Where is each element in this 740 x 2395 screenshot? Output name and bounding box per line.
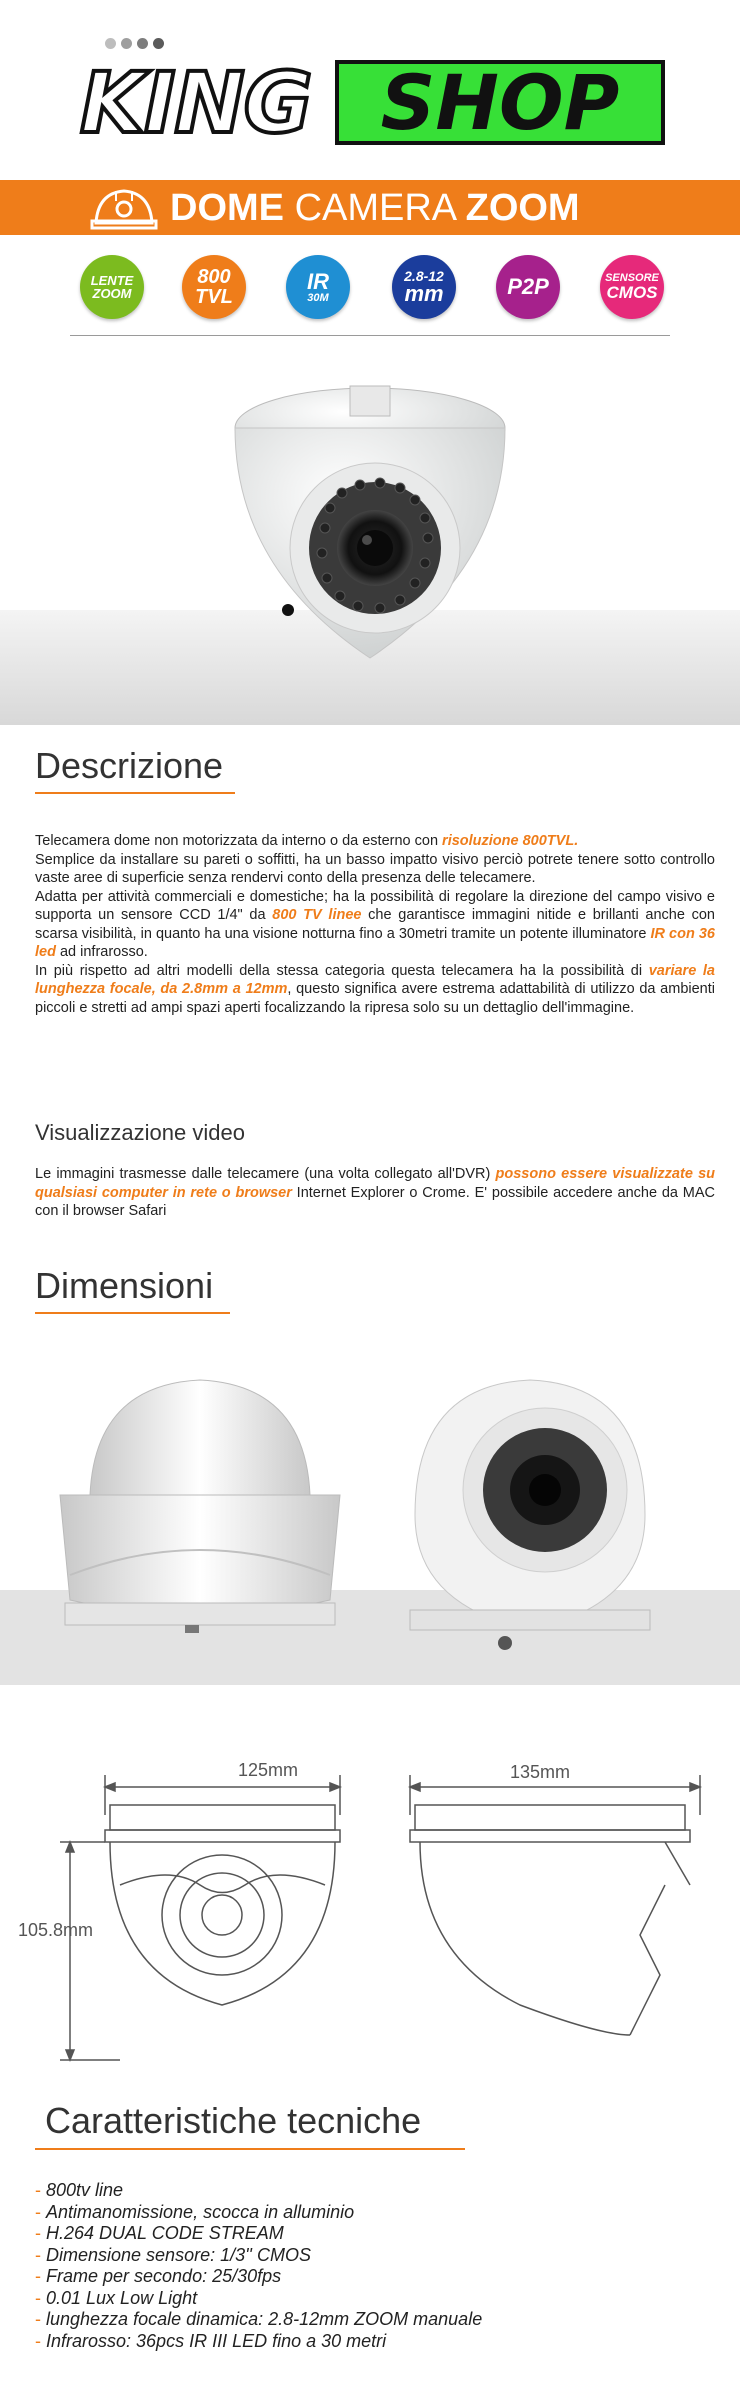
heading-underline xyxy=(35,1312,230,1314)
logo-dots xyxy=(105,36,169,54)
front-technical-drawing xyxy=(60,1775,380,2085)
spec-text: H.264 DUAL CODE STREAM xyxy=(46,2223,284,2243)
badge-lente-zoom xyxy=(80,255,144,319)
badge-text: IR xyxy=(307,268,329,294)
badge-text: ZOOM xyxy=(92,286,132,301)
badge-text: 800 xyxy=(197,266,231,288)
descrizione-heading: Descrizione xyxy=(35,745,224,786)
divider xyxy=(70,335,670,336)
height-label: 105.8mm xyxy=(18,1920,94,1940)
badge-focal-range xyxy=(392,255,456,319)
badge-text: 2.8-12 xyxy=(404,268,444,284)
banner-word-camera: CAMERA xyxy=(294,187,456,229)
text: Semplice da installare su pareti o soffitti, ha un basso impatto visivo perciò potrete tenere sotto controllo vaste aree di superficie senza rendervi conto della presenza delle telecamere. xyxy=(35,851,715,886)
text: Internet Explorer o Crome. E' possibile accedere anche da MAC con il browser Safari xyxy=(35,1184,715,1219)
camera-back-photo xyxy=(55,1375,345,1680)
list-item: - Dimensione sensore: 1/3'' CMOS xyxy=(35,2244,311,2265)
heading-underline xyxy=(35,792,235,794)
camera-front-photo xyxy=(405,1375,655,1665)
list-item: - lunghezza focale dinamica: 2.8-12mm ZOOM manuale xyxy=(35,2309,483,2329)
list-item: - Frame per secondo: 25/30fps xyxy=(35,2266,282,2286)
text: In più rispetto ad altri modelli della stessa categoria questa telecamera ha la possibilità di xyxy=(35,962,649,979)
logo-dot xyxy=(153,38,164,49)
badge-text: mm xyxy=(404,281,444,306)
banner-word-zoom: ZOOM xyxy=(465,187,580,229)
badge-text: SENSORE xyxy=(605,272,659,284)
banner-word-dome: DOME xyxy=(170,187,284,229)
text: Telecamera dome non motorizzata da interno o da esterno con xyxy=(35,833,443,849)
width-label-front: 125mm xyxy=(238,1760,299,1780)
highlight-text: risoluzione 800TVL. xyxy=(442,833,579,849)
highlight-text: 800 TV linee xyxy=(272,907,362,923)
highlight-text: variare la lunghezza focale, da 2.8mm a 12mm xyxy=(35,962,715,997)
badge-800tvl xyxy=(182,255,246,319)
logo-dot xyxy=(121,38,132,49)
banner-title xyxy=(170,181,580,236)
video-heading: Visualizzazione video xyxy=(35,1120,245,1145)
list-item: - 800tv line xyxy=(35,2180,124,2200)
spec-text: 0.01 Lux Low Light xyxy=(46,2287,198,2308)
spec-text: lunghezza focale dinamica: 2.8-12mm ZOOM manuale xyxy=(46,2309,483,2329)
caratteristiche-heading: Caratteristiche tecniche xyxy=(45,2100,422,2141)
spec-text: 800tv line xyxy=(46,2180,124,2200)
text: Le immagini trasmesse dalle telecamere (una volta collegato all'DVR) xyxy=(35,1166,496,1182)
dimensioni-heading: Dimensioni xyxy=(35,1265,214,1306)
spec-text: Frame per secondo: 25/30fps xyxy=(46,2266,282,2286)
spec-list xyxy=(35,2180,482,2352)
logo-dot xyxy=(105,38,116,49)
text: Adatta per attività commerciali e domestiche; ha la possibilità di regolare la direzione del campo visivo e supporta un sensore CCD 1/4" da xyxy=(35,888,715,923)
logo-shop: SHOP xyxy=(335,60,665,145)
list-item: - Infrarosso: 36pcs IR III LED fino a 30 metri xyxy=(35,2330,387,2351)
list-item: - 0.01 Lux Low Light xyxy=(35,2287,198,2308)
badge-p2p xyxy=(496,255,560,319)
badge-text: CMOS xyxy=(606,283,658,302)
badge-text: 30M xyxy=(307,291,329,304)
heading-underline xyxy=(35,2148,465,2150)
badge-text: LENTE xyxy=(90,273,134,288)
text: che garantisce immagini nitide e brillanti anche con scarsa visibilità, in quanto ha una visione notturna fino a 30metri tramite un potente illuminatore xyxy=(35,907,715,942)
highlight-text: IR con 36 led xyxy=(35,925,715,960)
text: ad infrarosso. xyxy=(55,944,148,960)
dome-camera-icon xyxy=(90,185,158,236)
video-text xyxy=(35,1165,715,1221)
camera-photo xyxy=(210,368,530,693)
text: , questo significa avere estrema adattabilità di utilizzo da ambienti piccoli e stretti ad ampi spazi aperti focalizzando la ripresa solo su un dettaglio dell'immagine. xyxy=(35,981,715,1016)
width-label-side: 135mm xyxy=(510,1762,571,1782)
descrizione-text xyxy=(35,832,715,1017)
spec-text: Dimensione sensore: 1/3'' CMOS xyxy=(46,2244,311,2265)
list-item: - Antimanomissione, scocca in alluminio xyxy=(35,2201,355,2222)
logo-dot xyxy=(137,38,148,49)
spec-text: Infrarosso: 36pcs IR III LED fino a 30 metri xyxy=(46,2330,387,2351)
badge-sensore-cmos xyxy=(600,255,664,319)
logo-king: KING xyxy=(80,54,312,152)
highlight-text: possono essere visualizzate su qualsiasi computer in rete o browser xyxy=(35,1166,715,1201)
side-technical-drawing xyxy=(400,1775,720,2080)
badge-ir-30m xyxy=(286,255,350,319)
list-item: - H.264 DUAL CODE STREAM xyxy=(35,2223,284,2243)
badge-text: P2P xyxy=(507,274,549,299)
badge-text: TVL xyxy=(195,286,233,308)
spec-text: Antimanomissione, scocca in alluminio xyxy=(46,2201,355,2222)
